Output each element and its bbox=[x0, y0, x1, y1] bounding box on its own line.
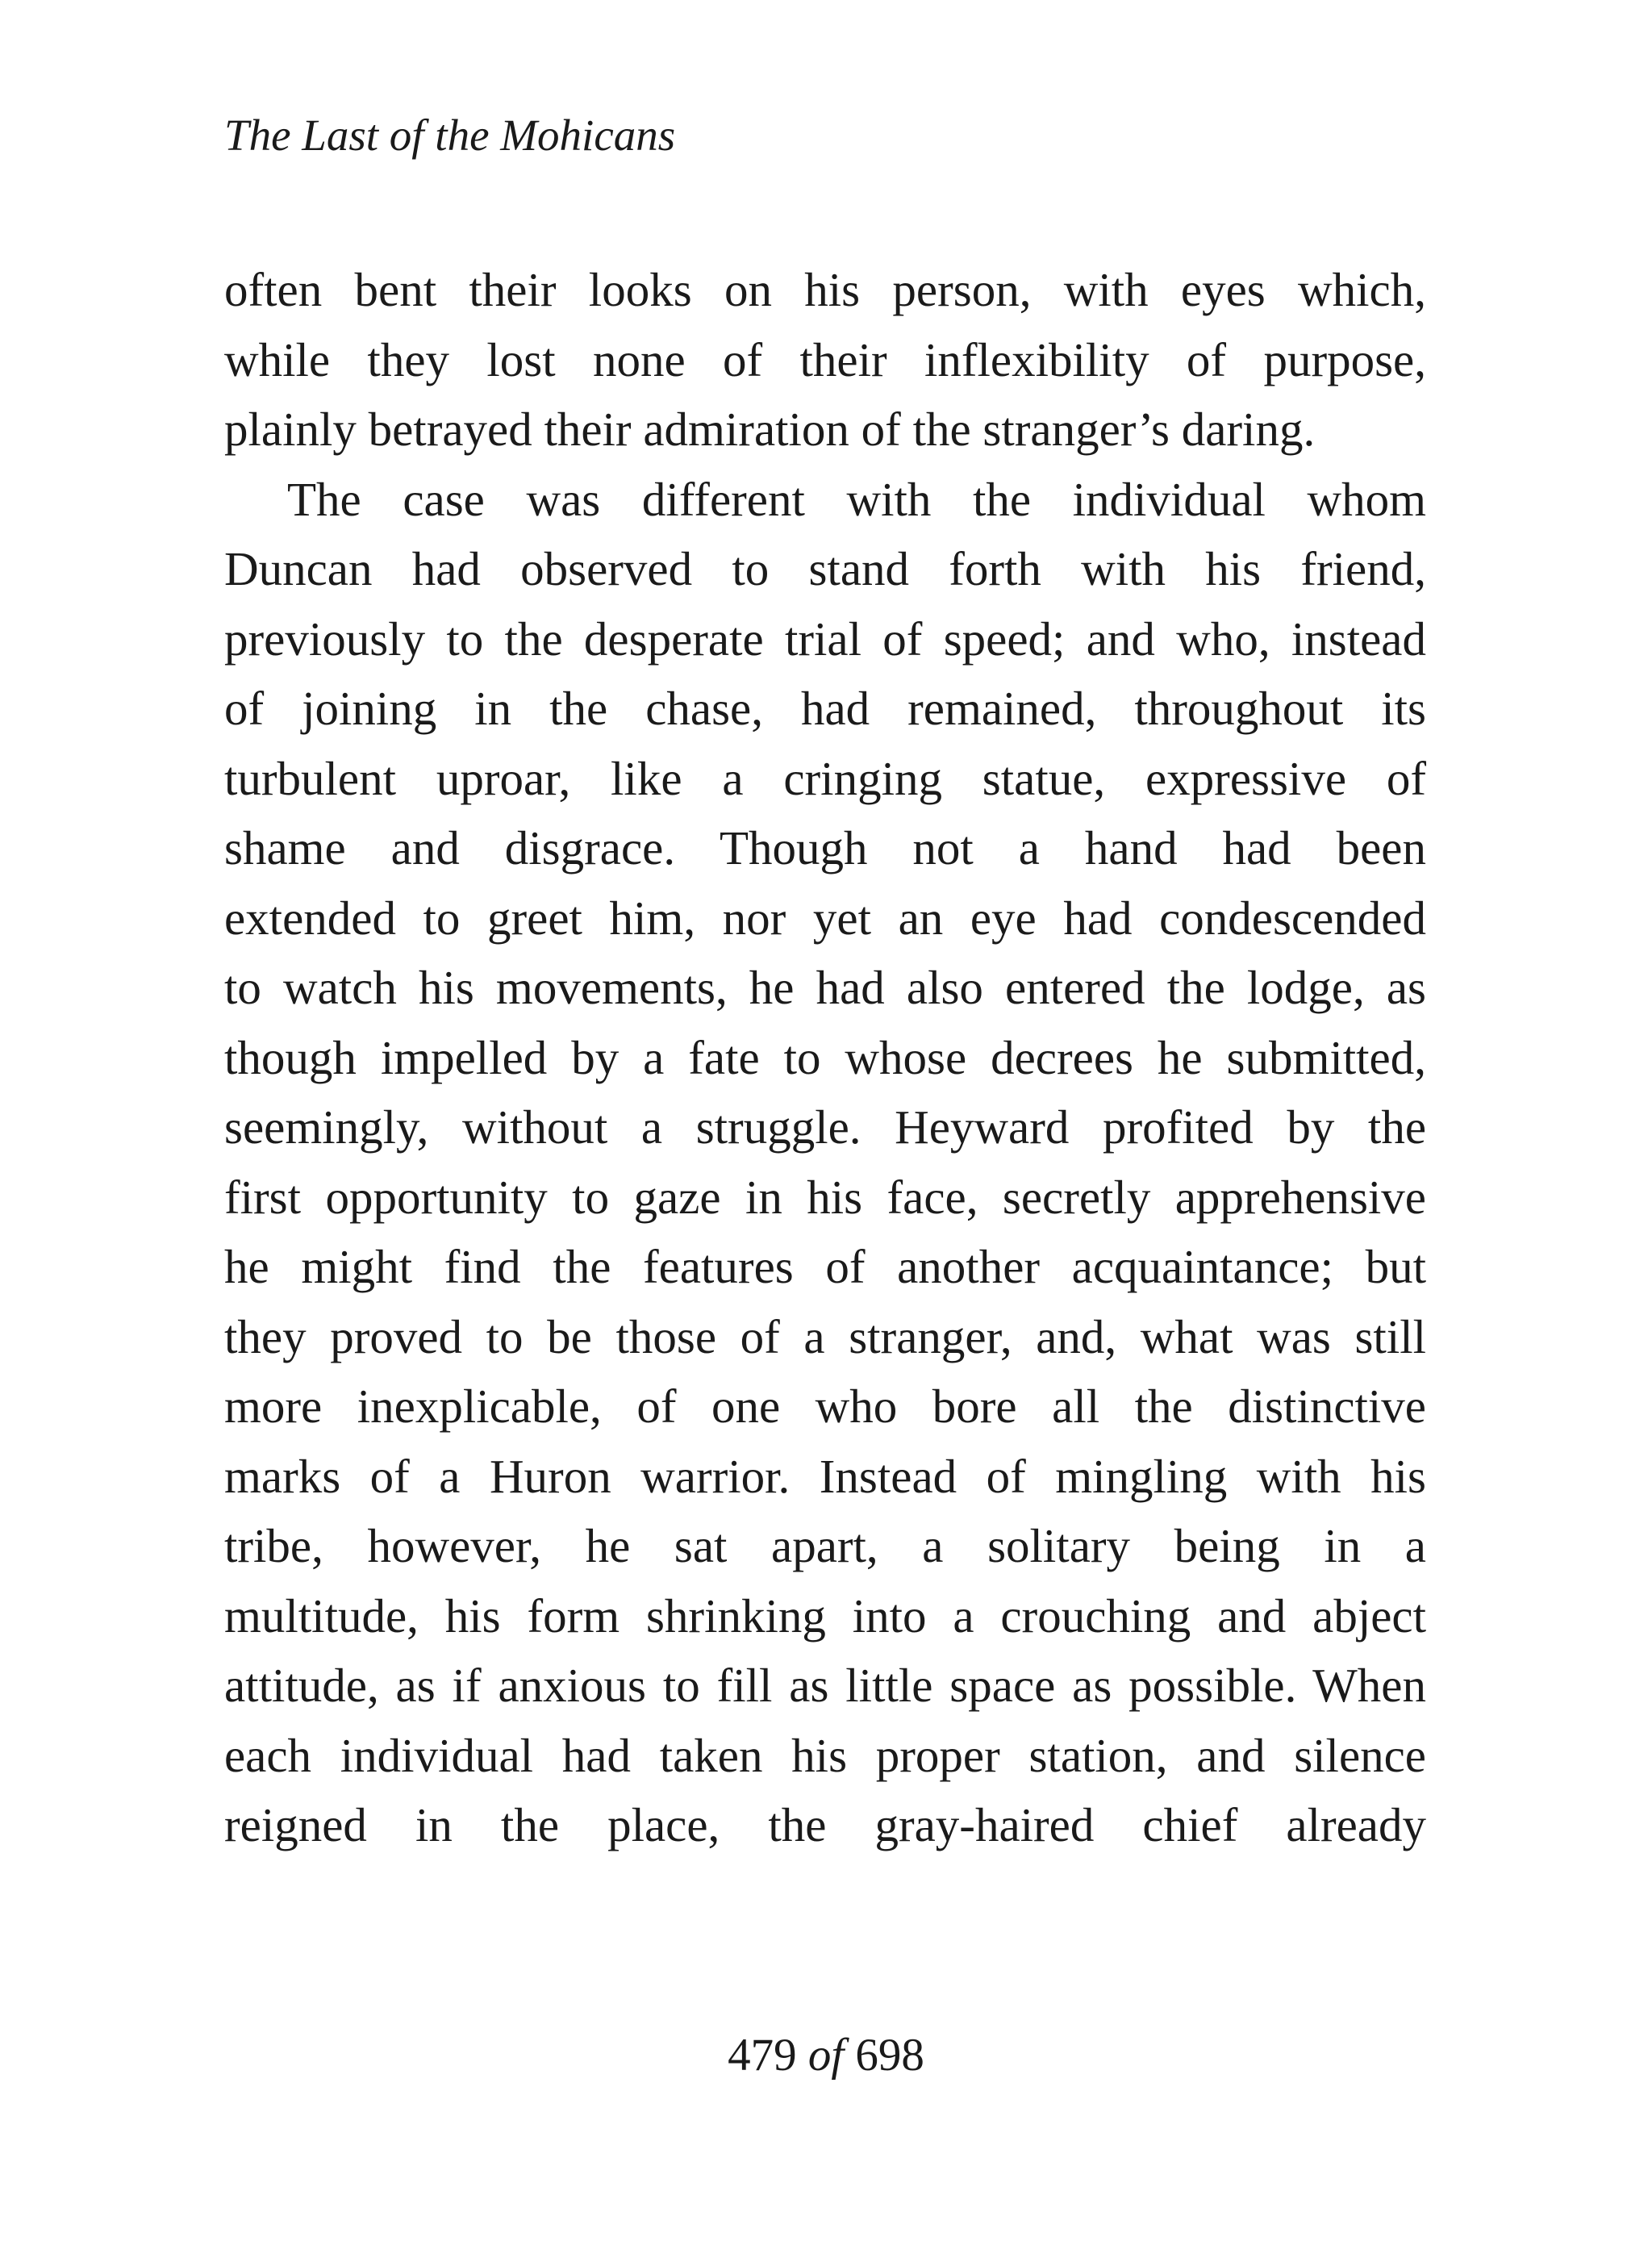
text-line: turbulent uproar, like a cringing statue, expressive of bbox=[224, 751, 1426, 805]
current-page: 479 bbox=[728, 2030, 797, 2081]
text-line: previously to the desperate trial of speed; and who, instead bbox=[224, 612, 1426, 666]
text-line: often bent their looks on his person, with eyes which, bbox=[224, 263, 1426, 316]
text-line: tribe, however, he sat apart, a solitary being in a bbox=[224, 1519, 1426, 1572]
text-line: seemingly, without a struggle. Heyward profited by the bbox=[224, 1100, 1426, 1154]
text-line: Duncan had observed to stand forth with his friend, bbox=[224, 542, 1426, 595]
text-line: shame and disgrace. Though not a hand had been bbox=[224, 821, 1426, 874]
text-line: The case was different with the individual whom bbox=[287, 472, 1426, 526]
running-head: The Last of the Mohicans bbox=[224, 111, 676, 160]
text-line: extended to greet him, nor yet an eye had condescended bbox=[224, 891, 1426, 945]
body-text bbox=[224, 255, 1426, 1860]
text-line: while they lost none of their inflexibility of purpose, bbox=[224, 332, 1426, 386]
text-line: marks of a Huron warrior. Instead of mingling with his bbox=[224, 1449, 1426, 1503]
text-line: more inexplicable, of one who bore all the distinctive bbox=[224, 1380, 1426, 1433]
text-line: multitude, his form shrinking into a crouching and abject bbox=[224, 1588, 1426, 1642]
text-line: though impelled by a fate to whose decrees he submitted, bbox=[224, 1030, 1426, 1084]
text-line: each individual had taken his proper station, and silence bbox=[224, 1728, 1426, 1782]
total-pages: 698 bbox=[855, 2030, 924, 2081]
text-line: first opportunity to gaze in his face, secretly apprehensive bbox=[224, 1170, 1426, 1224]
page-number bbox=[0, 2023, 1652, 2088]
text-line: to watch his movements, he had also entered the lodge, as bbox=[224, 961, 1426, 1014]
paragraph bbox=[224, 465, 1426, 1860]
text-line: plainly betrayed their admiration of the stranger’s daring. bbox=[224, 403, 1316, 456]
page-number-separator: of bbox=[807, 2030, 845, 2081]
paragraph bbox=[224, 255, 1426, 465]
text-line: attitude, as if anxious to fill as little space as possible. When bbox=[224, 1659, 1426, 1712]
text-line: they proved to be those of a stranger, and, what was still bbox=[224, 1309, 1426, 1363]
text-line: he might find the features of another acquaintance; but bbox=[224, 1240, 1426, 1293]
text-line: of joining in the chase, had remained, throughout its bbox=[224, 682, 1426, 735]
text-line: reigned in the place, the gray-haired chief already bbox=[224, 1798, 1426, 1851]
